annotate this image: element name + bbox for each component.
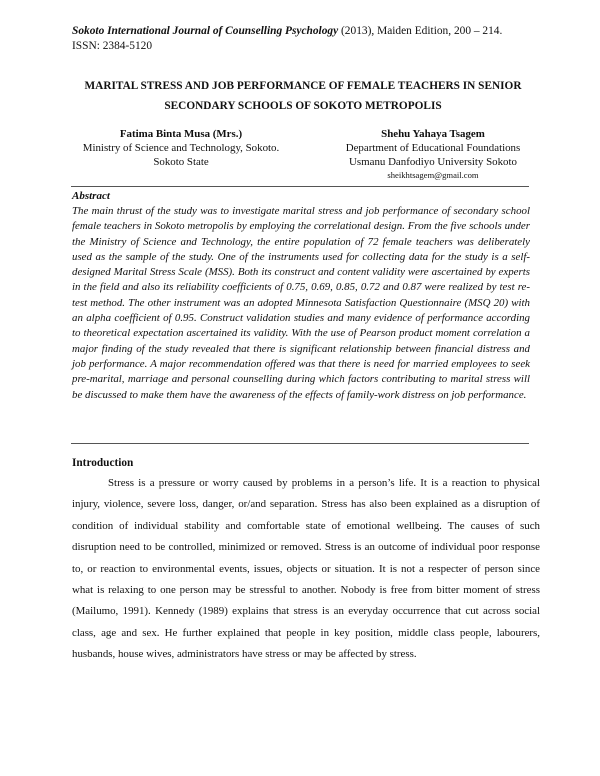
journal-name: Sokoto International Journal of Counselling Psychology xyxy=(72,25,339,37)
author-block-2 xyxy=(318,127,548,181)
abstract-heading: Abstract xyxy=(72,190,110,202)
author-email: sheikhtsagem@gmail.com xyxy=(387,170,479,180)
abstract-text: The main thrust of the study was to investigate marital stress and job performance of secondary school female teachers in Sokoto metropolis by employing the correlational design. From the five schools under the Ministry of Science and Technology, the entire population of 72 female teachers was deliberately used as the sample of the study. One of the instruments used for collecting data for the study is a self-designed Marital Stress Scale (MSS). Both its construct and content validity were ascertained by experts in the field and also its reliability coefficients of 0.75, 0.69, 0.85, 0.72 and 0.87 were realized by test re-test method. The other instrument was an adopted Minnesota Satisfaction Questionnaire (MSQ 20) with an alpha coefficient of 0.95. Construct validation studies and many evidence of performance according to theoretical expectation ascertained its validity. With the use of Pearson product moment correlation a major finding of the study revealed that there is significant relationship between financial distress and job performance. A major recommendation offered was that there is need for married employees to seek pre-marital, marriage and personal counselling during which factors contributing to marital stress will be discussed to make them have the awareness of the effects of family-work distress on job performance. xyxy=(72,205,530,401)
author-location: Usmanu Danfodiyo University Sokoto xyxy=(349,156,517,168)
journal-issn: ISSN: 2384-5120 xyxy=(72,40,153,52)
introduction-heading: Introduction xyxy=(72,457,134,469)
introduction-paragraph: Stress is a pressure or worry caused by problems in a person’s life. It is a reaction to physical injury, violence, severe loss, danger, or/and separation. Stress has also been explained as a disruption of condition of individual stability and comfortable state of emotional wellbeing. The causes of such disruption need to be controlled, minimized or removed. Stress is an outcome of individual poor response to, or reaction to environmental events, issues, objects or situation. It is not a respecter of person since what is relaxing to one person may be stressful to another. Nobody is free from bitter moment of stress (Mailumo, 1991). Kennedy (1989) explains that stress is an everyday occurrence that cut across social class, age and sex. He further explained that people in key position, middle class people, labourers, husbands, house wives, administrators have stress or may be affected by stress. xyxy=(72,477,540,661)
author-affiliation: Ministry of Science and Technology, Sokoto. xyxy=(82,142,280,154)
author-location: Sokoto State xyxy=(153,156,209,168)
author-name: Shehu Yahaya Tsagem xyxy=(381,128,485,140)
author-name: Fatima Binta Musa (Mrs.) xyxy=(119,128,243,140)
author-affiliation: Department of Educational Foundations xyxy=(345,142,521,154)
journal-details: (2013), Maiden Edition, 200 – 214. xyxy=(338,25,503,37)
author-block-1 xyxy=(62,127,300,169)
article-title: MARITAL STRESS AND JOB PERFORMANCE OF FEMALE TEACHERS IN SENIOR SECONDARY SCHOOLS OF SOKOTO METROPOLIS xyxy=(84,80,522,112)
journal-citation xyxy=(72,24,542,39)
journal-header xyxy=(72,24,542,54)
